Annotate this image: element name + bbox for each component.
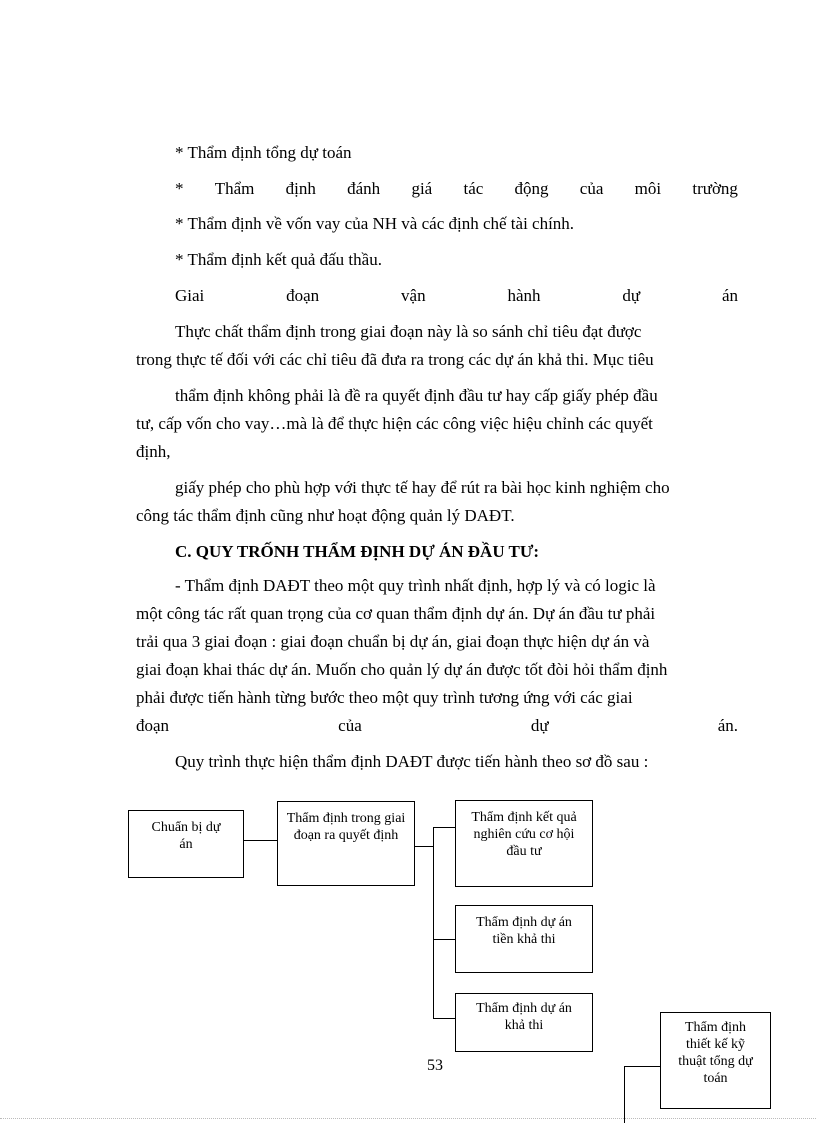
word: án. [717,716,738,735]
word: hành [507,286,541,305]
box-prefeasibility: Thẩm định dự án tiền khả thi [455,905,593,973]
connector [433,827,455,828]
paragraph-line [136,715,738,737]
word: định [285,179,316,198]
word: tác [463,179,484,198]
paragraph-line: giai đoạn khai thác dự án. Muốn cho quản lý dự án được tốt đòi hỏi thẩm định [136,660,668,679]
word: án [721,286,738,305]
paragraph-line: phải được tiến hành từng bước theo một quy trình tương ứng với các giai [136,688,633,707]
connector [433,939,455,940]
connector [415,846,433,847]
word: đoạn [286,286,320,305]
paragraph-line: thẩm định không phải là đề ra quyết định đầu tư hay cấp giấy phép đầu [175,386,658,405]
bullet-total-estimate: * Thẩm định tổng dự toán [175,143,352,162]
section-heading: C. QUY TRỐNH THẨM ĐỊNH DỰ ÁN ĐẦU TƯ: [175,542,540,561]
word: Thẩm [214,179,255,198]
bullet-bidding-result: * Thẩm định kết quả đấu thầu. [175,250,382,269]
paragraph-line: - Thẩm định DAĐT theo một quy trình nhất định, hợp lý và có logic là [175,576,656,595]
word: đánh [347,179,381,198]
page-number: 53 [427,1057,443,1074]
word: * [175,179,184,198]
paragraph-line: tư, cấp vốn cho vay…mà là để thực hiện các công việc hiệu chỉnh các quyết [136,414,653,433]
connector [433,827,434,1019]
connector [624,1066,625,1123]
box-decision-stage: Thẩm định trong giai đoạn ra quyết định [277,801,415,886]
connector [624,1066,660,1067]
box-research-result: Thẩm định kết quả nghiên cứu cơ hội đầu tư [455,800,593,887]
connector [433,1018,455,1019]
paragraph-line: một công tác rất quan trọng của cơ quan thẩm định dự án. Dự án đầu tư phải [136,604,656,623]
page-border [0,1118,816,1119]
word: trường [692,179,738,198]
stage-operation-line [175,285,738,307]
paragraph-line: định, [136,442,171,461]
word: Giai [175,286,205,305]
bullet-loan-capital: * Thẩm định về vốn vay của NH và các định chế tài chính. [175,214,575,233]
paragraph-line: Quy trình thực hiện thẩm định DAĐT được tiến hành theo sơ đồ sau : [175,752,649,771]
connector [244,840,277,841]
word: dự [530,716,549,735]
word: dự [622,286,641,305]
word: giá [411,179,433,198]
word: của [338,716,362,735]
box-feasibility: Thẩm định dự án khả thi [455,993,593,1052]
word: động [514,179,549,198]
bullet-environment-impact [175,178,738,200]
paragraph-line: công tác thẩm định cũng như hoạt động quản lý DAĐT. [136,506,515,525]
paragraph-line: trải qua 3 giai đoạn : giai đoạn chuẩn bị dự án, giai đoạn thực hiện dự án và [136,632,650,651]
word: vận [401,286,426,305]
word: đoạn [136,716,170,735]
box-prepare-project: Chuẩn bị dự án [128,810,244,878]
paragraph-line: trong thực tế đối với các chỉ tiêu đã đưa ra trong các dự án khả thi. Mục tiêu [136,350,654,369]
paragraph-line: giấy phép cho phù hợp với thực tế hay để rút ra bài học kinh nghiệm cho [175,478,670,497]
paragraph-line: Thực chất thẩm định trong giai đoạn này là so sánh chỉ tiêu đạt được [175,322,642,341]
box-technical-design: Thẩm định thiết kế kỹ thuật tổng dự toán [660,1012,771,1109]
word: môi [634,179,662,198]
word: của [579,179,604,198]
